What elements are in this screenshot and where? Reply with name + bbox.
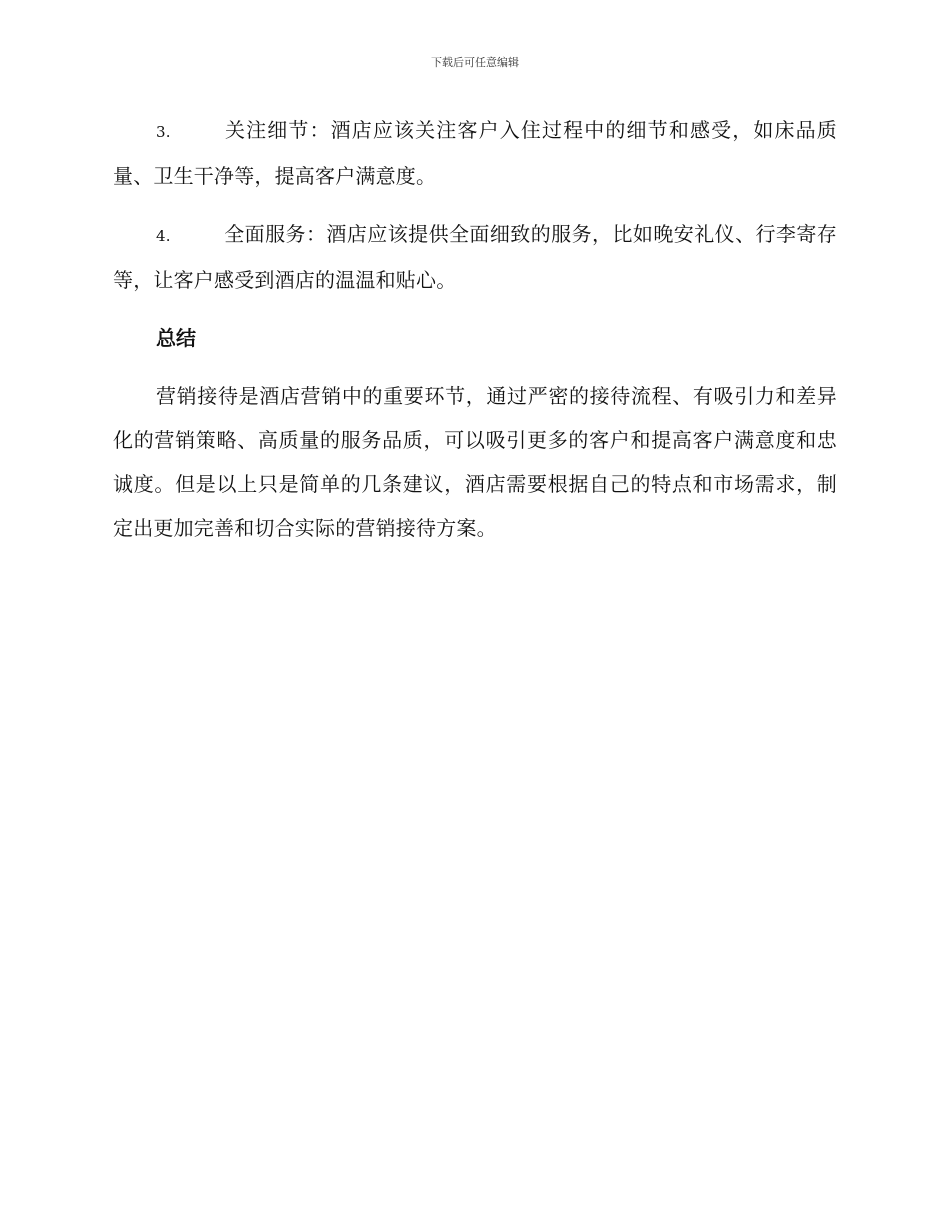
summary-heading: 总结 bbox=[156, 326, 196, 350]
list-item-text: 全面服务：酒店应该提供全面细致的服务，比如晚安礼仪、行李寄存等，让客户感受到酒店的温温和贴心。 bbox=[113, 222, 837, 292]
page-header: 下载后可任意编辑 bbox=[431, 56, 519, 69]
list-item-number: 4. bbox=[156, 227, 171, 245]
document-body bbox=[113, 108, 837, 564]
list-item-text: 关注细节：酒店应该关注客户入住过程中的细节和感受，如床品质量、卫生干净等，提高客户满意度。 bbox=[113, 118, 837, 188]
summary-paragraph: 营销接待是酒店营销中的重要环节，通过严密的接待流程、有吸引力和差异化的营销策略、高质量的服务品质，可以吸引更多的客户和提高客户满意度和忠诚度。但是以上只是简单的几条建议，酒店需要根据自己的特点和市场需求，制定出更加完善和切合实际的营销接待方案。 bbox=[113, 384, 837, 540]
list-item-number: 3. bbox=[156, 123, 171, 141]
list-item-3 bbox=[113, 108, 837, 198]
list-item-4 bbox=[113, 212, 837, 302]
